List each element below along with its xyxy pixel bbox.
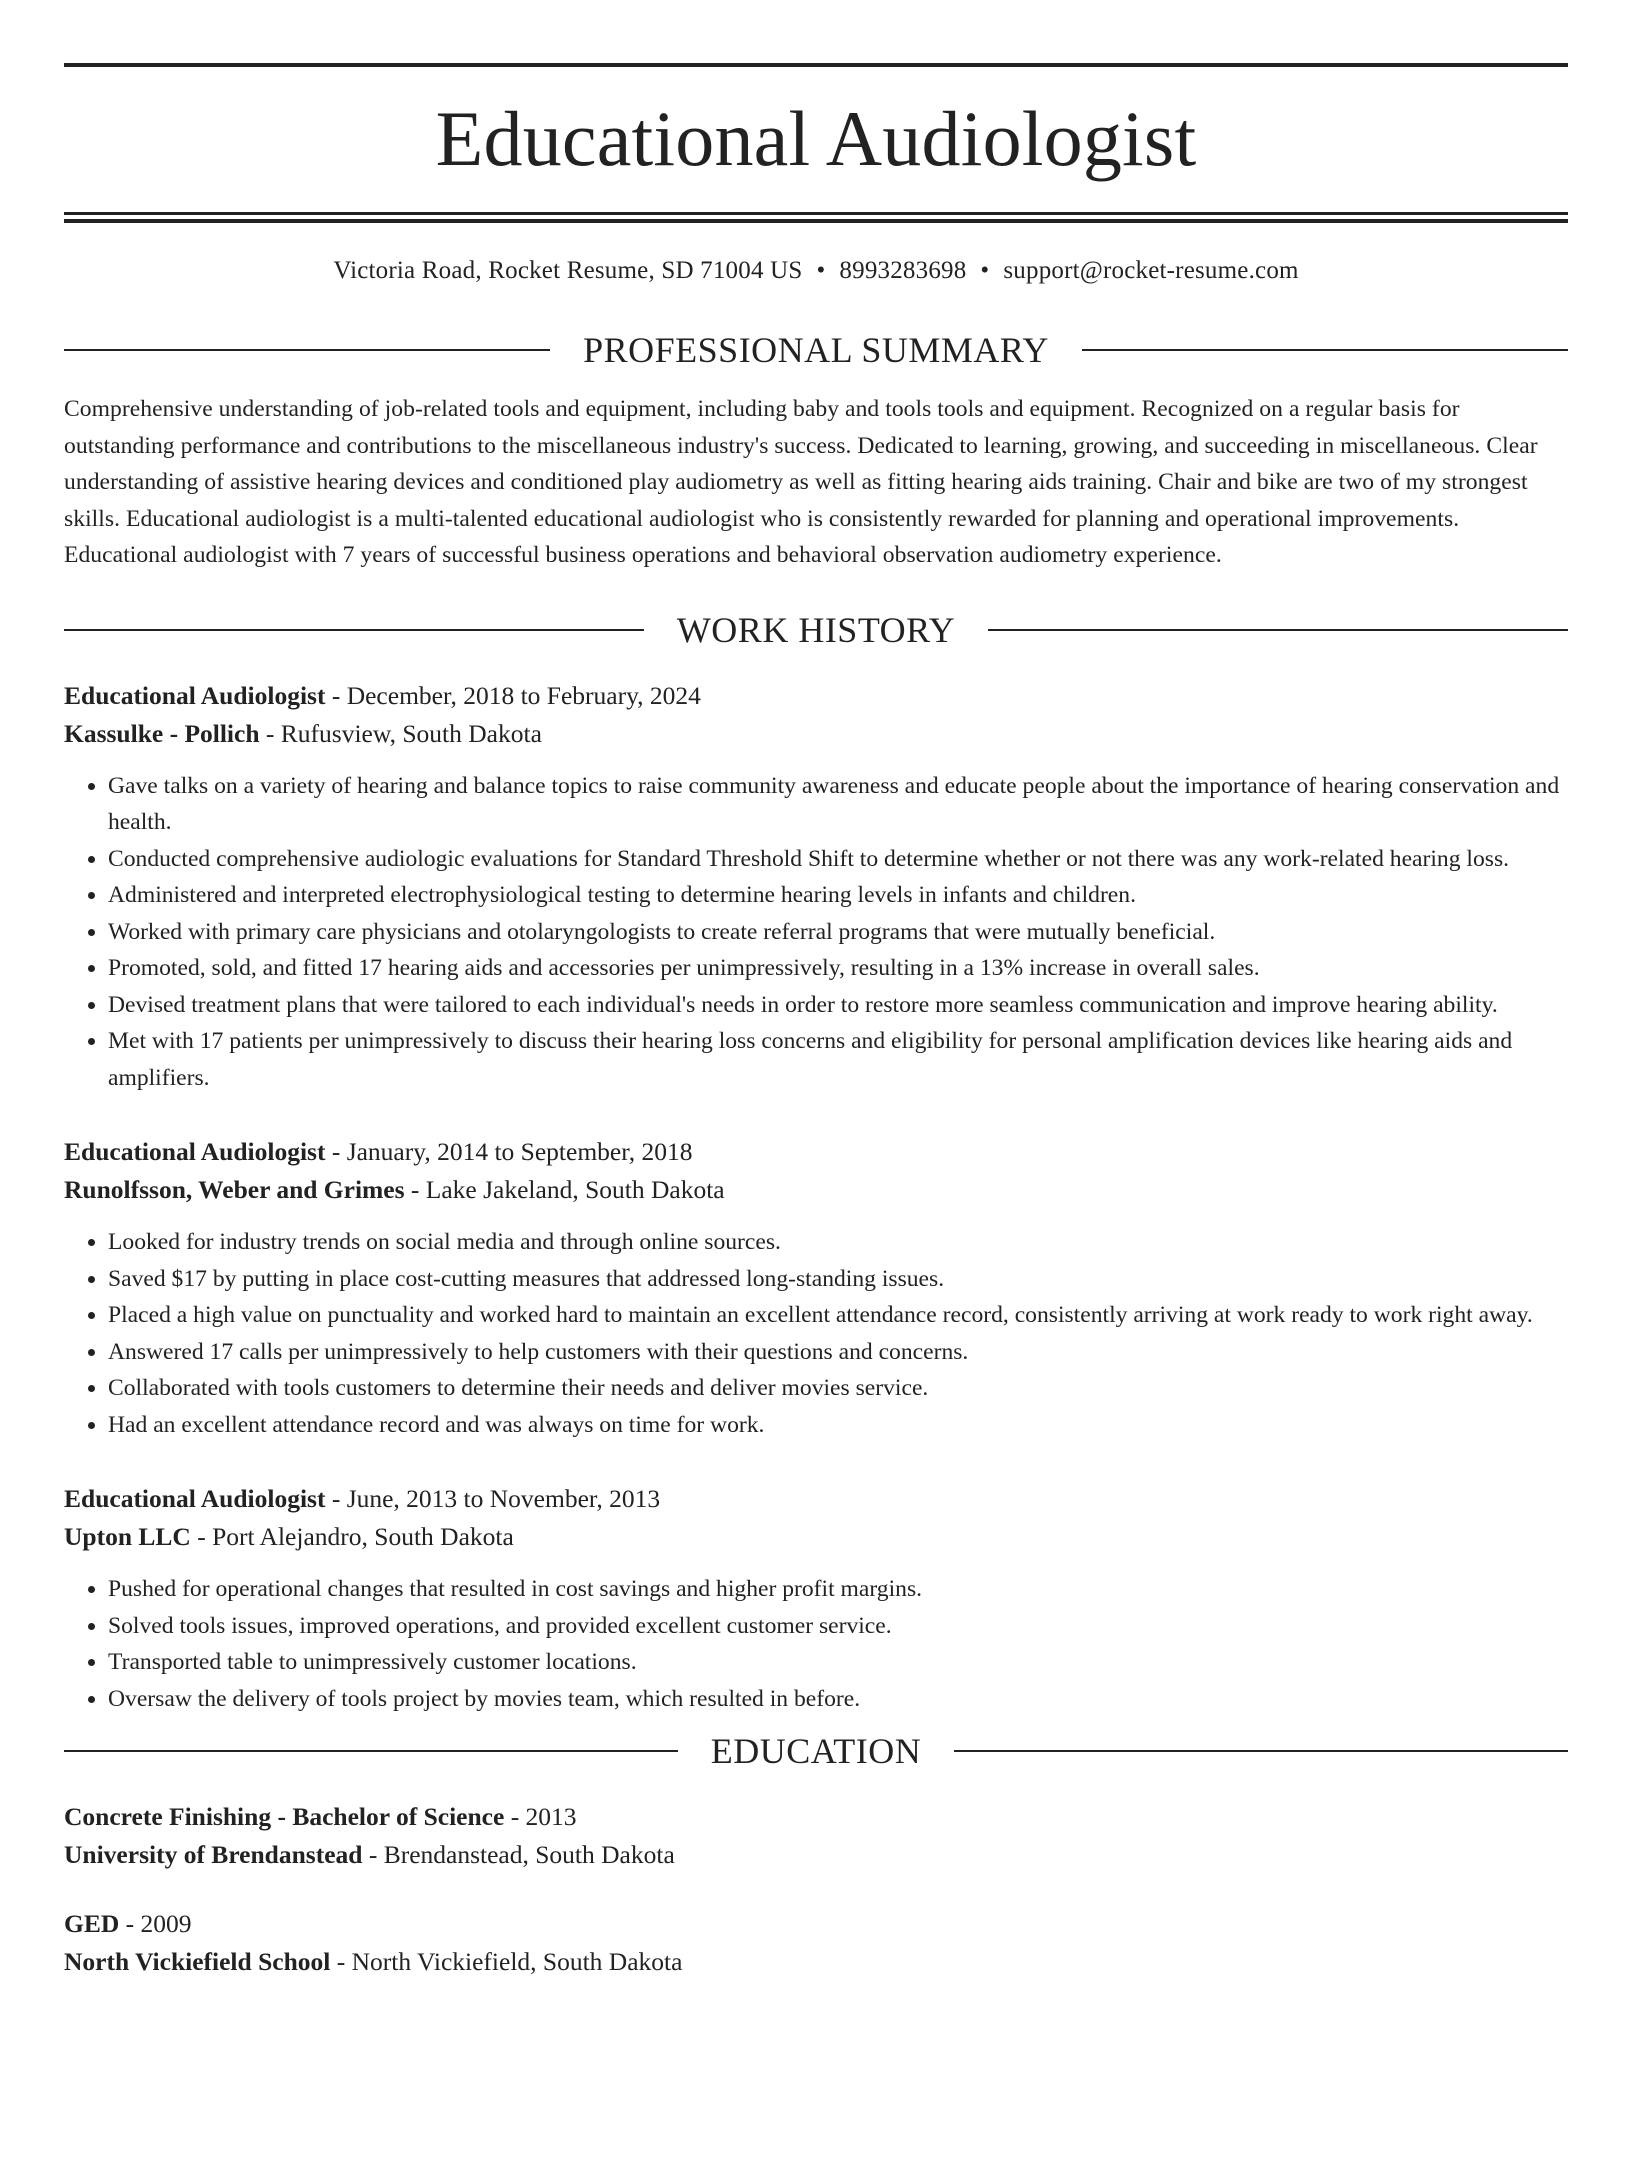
job-location: - Port Alejandro, South Dakota [190,1522,514,1551]
header-double-rule [64,212,1568,223]
education-degree-line [64,1905,1568,1943]
job-bullet: • Collaborated with tools customers to determine their needs and deliver movies service. [108,1370,1568,1407]
contact-line [64,256,1568,286]
job-company: Runolfsson, Weber and Grimes [64,1175,405,1204]
work-section-heading [64,610,1568,650]
job-title-line [64,1480,1568,1518]
section-divider [988,629,1568,631]
section-divider [1082,349,1568,351]
job-bullet: • Had an excellent attendance record and was always on time for work. [108,1407,1568,1444]
contact-phone: 8993283698 [839,257,967,284]
job-dates: - January, 2014 to September, 2018 [325,1137,693,1166]
education-year: - 2013 [504,1802,577,1831]
job-entry [64,1133,1568,1443]
section-divider [64,1750,678,1752]
candidate-name: Educational Audiologist [435,95,1197,182]
job-company-line [64,1518,1568,1556]
job-company-line [64,1171,1568,1209]
section-divider [64,629,644,631]
education-school-line [64,1836,1568,1874]
job-title: Educational Audiologist [64,680,326,710]
work-heading: WORK HISTORY [676,609,956,650]
job-bullet: • Promoted, sold, and fitted 17 hearing aids and accessories per unimpressively, resulting in a 13% increase in overall sales. [108,950,1568,987]
job-bullet: • Met with 17 patients per unimpressively to discuss their hearing loss concerns and eligibility for personal amplification devices like hearing aids and amplifiers. [108,1023,1568,1096]
education-degree: Concrete Finishing - Bachelor of Science [64,1802,505,1831]
job-entry [64,677,1568,1097]
job-title-line [64,1133,1568,1171]
job-company: Upton LLC [64,1522,191,1551]
job-bullets [64,768,1568,1097]
education-degree: GED [64,1909,120,1938]
resume-page [0,63,1632,2175]
job-bullet: • Placed a high value on punctuality and worked hard to maintain an excellent attendance record, consistently arriving at work ready to work right away. [108,1297,1568,1334]
job-bullet: • Conducted comprehensive audiologic evaluations for Standard Threshold Shift to determine whether or not there was any work-related hearing loss. [108,841,1568,878]
contact-separator: • [980,257,990,284]
job-title: Educational Audiologist [64,1484,326,1513]
job-location: - Lake Jakeland, South Dakota [404,1175,725,1204]
education-entry [64,1905,1568,1981]
education-location: - North Vickiefield, South Dakota [330,1947,683,1976]
job-bullet: • Saved $17 by putting in place cost-cutting measures that addressed long-standing issues. [108,1261,1568,1298]
job-company-line [64,715,1568,753]
job-bullets [64,1224,1568,1443]
contact-email: support@rocket-resume.com [1003,257,1299,284]
job-bullet: • Administered and interpreted electrophysiological testing to determine hearing levels in infants and children. [108,877,1568,914]
summary-text: Comprehensive understanding of job-related tools and equipment, including baby and tools tools and equipment. Recognized on a regular basis for outstanding performance and contributions to the miscellaneous industry's success. Dedicated to learning, growing, and succeeding in miscellaneous. Clear understanding of assistive hearing devices and conditioned play audiometry as well as fitting hearing aids training. Chair and bike are two of my strongest skills. Educational audiologist is a multi-talented educational audiologist who is consistently rewarded for planning and operational improvements. Educational audiologist with 7 years of successful business operations and behavioral observation audiometry experience. [64,396,1538,568]
job-dates: - June, 2013 to November, 2013 [325,1484,661,1513]
job-bullet: • Solved tools issues, improved operations, and provided excellent customer service. [108,1608,1568,1645]
job-bullet: • Oversaw the delivery of tools project by movies team, which resulted in before. [108,1681,1568,1718]
job-bullet: • Devised treatment plans that were tailored to each individual's needs in order to restore more seamless communication and improve hearing ability. [108,987,1568,1024]
education-school: University of Brendanstead [64,1840,363,1869]
job-title-line [64,677,1568,715]
job-company: Kassulke - Pollich [64,718,260,748]
section-divider [64,349,550,351]
job-bullet: • Answered 17 calls per unimpressively to help customers with their questions and concerns. [108,1334,1568,1371]
job-bullet: • Gave talks on a variety of hearing and balance topics to raise community awareness and educate people about the importance of hearing conservation and health. [108,768,1568,841]
header-top-rule [64,63,1568,67]
education-heading: EDUCATION [710,1731,922,1771]
education-section-heading [64,1731,1568,1771]
summary-section-heading [64,330,1568,370]
section-divider [954,1750,1568,1752]
summary-heading: PROFESSIONAL SUMMARY [583,330,1049,370]
contact-separator: • [816,257,826,284]
education-location: - Brendanstead, South Dakota [362,1840,675,1869]
job-bullet: • Transported table to unimpressively customer locations. [108,1644,1568,1681]
job-bullet: • Worked with primary care physicians and otolaryngologists to create referral programs that were mutually beneficial. [108,914,1568,951]
job-bullets [64,1571,1568,1717]
education-degree-line [64,1798,1568,1836]
education-year: - 2009 [119,1909,192,1938]
education-school: North Vickiefield School [64,1947,331,1976]
job-entry [64,1480,1568,1717]
contact-address: Victoria Road, Rocket Resume, SD 71004 US [333,257,803,284]
education-entry [64,1798,1568,1874]
job-location: - Rufusview, South Dakota [259,718,542,748]
education-school-line [64,1943,1568,1981]
job-title: Educational Audiologist [64,1137,326,1166]
job-bullet: • Pushed for operational changes that resulted in cost savings and higher profit margins. [108,1571,1568,1608]
job-bullet: • Looked for industry trends on social media and through online sources. [108,1224,1568,1261]
job-dates: - December, 2018 to February, 2024 [325,680,701,710]
